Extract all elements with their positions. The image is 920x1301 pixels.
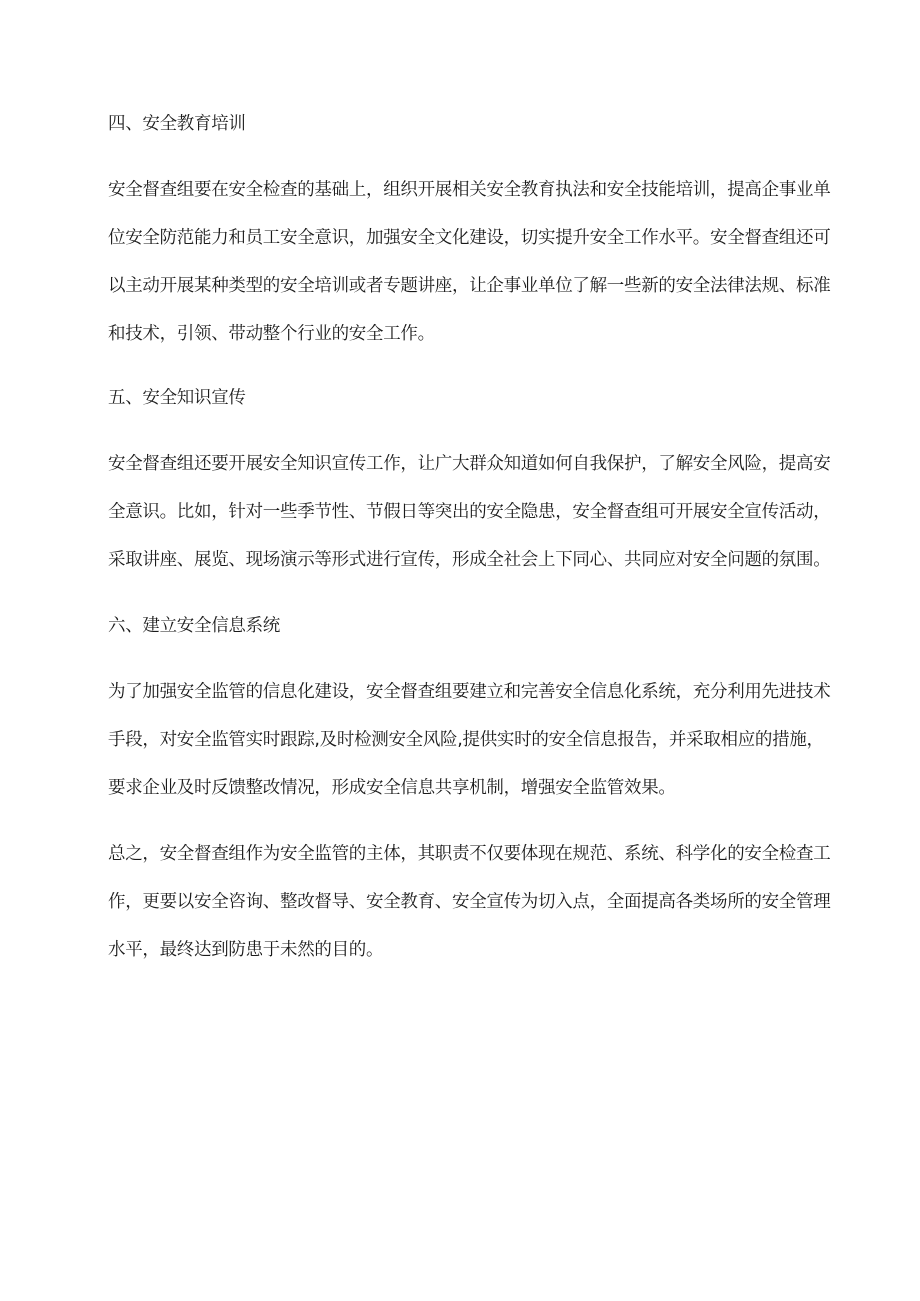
- section-heading-education-training: 四、安全教育培训: [108, 114, 246, 134]
- paragraph-knowledge-publicity: [108, 450, 831, 574]
- paragraph-line: 为了加强安全监管的信息化建设，安全督查组要建立和完善安全信息化系统，充分利用先进技术: [108, 682, 831, 702]
- paragraph-line: 要求企业及时反馈整改情况，形成安全信息共享机制，增强安全监管效果。: [108, 778, 676, 798]
- paragraph-line: 安全督查组要在安全检查的基础上，组织开展相关安全教育执法和安全技能培训，提高企事业单: [108, 180, 831, 200]
- paragraph-line: 作，更要以安全咨询、整改督导、安全教育、安全宣传为切入点，全面提高各类场所的安全管理: [108, 892, 831, 912]
- paragraph-line: 全意识。比如，针对一些季节性、节假日等突出的安全隐患，安全督查组可开展安全宣传活动，: [108, 502, 831, 522]
- paragraph-line: 手段，对安全监管实时跟踪,及时检测安全风险,提供实时的安全信息报告，并采取相应的措施，: [108, 730, 824, 750]
- paragraph-line: 安全督查组还要开展安全知识宣传工作，让广大群众知道如何自我保护，了解安全风险，提高安: [108, 454, 831, 474]
- paragraph-conclusion: [108, 840, 831, 964]
- paragraph-line: 总之，安全督查组作为安全监管的主体，其职责不仅要体现在规范、系统、科学化的安全检查工: [108, 844, 831, 864]
- paragraph-line: 和技术，引领、带动整个行业的安全工作。: [108, 324, 435, 344]
- paragraph-information-system: [108, 678, 831, 802]
- paragraph-education-training: [108, 176, 831, 348]
- paragraph-line: 位安全防范能力和员工安全意识，加强安全文化建设，切实提升安全工作水平。安全督查组还可: [108, 228, 831, 248]
- paragraph-line: 水平，最终达到防患于未然的目的。: [108, 940, 384, 960]
- paragraph-line: 以主动开展某种类型的安全培训或者专题讲座，让企事业单位了解一些新的安全法律法规、标准: [108, 276, 831, 296]
- section-heading-knowledge-publicity: 五、安全知识宣传: [108, 388, 246, 408]
- section-heading-information-system: 六、建立安全信息系统: [108, 616, 280, 636]
- paragraph-line: 采取讲座、展览、现场演示等形式进行宣传，形成全社会上下同心、共同应对安全问题的氛围。: [108, 550, 831, 570]
